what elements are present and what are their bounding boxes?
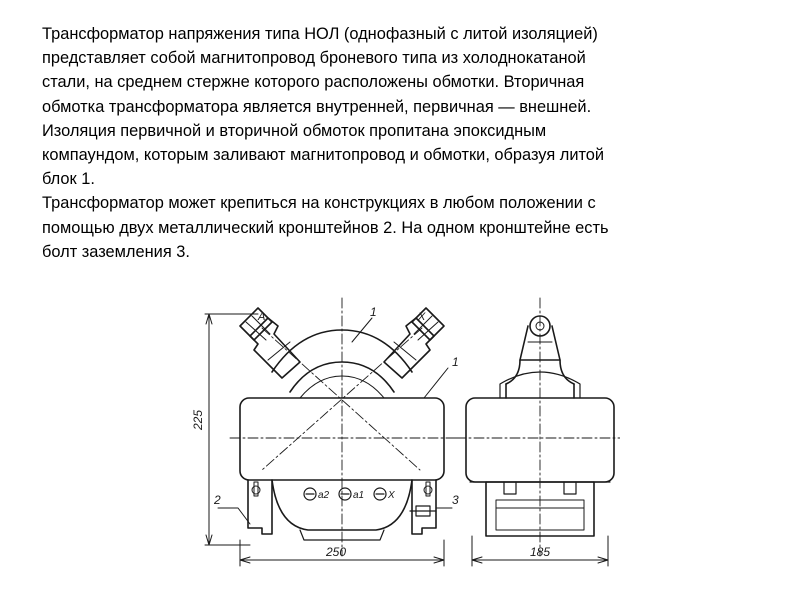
description-text bbox=[42, 22, 782, 264]
dimension-height-label: 225 bbox=[191, 409, 205, 430]
transformer-drawing bbox=[180, 296, 620, 591]
description-line: Трансформатор напряжения типа НОЛ (однофазный с литой изоляцией) bbox=[42, 25, 598, 43]
dimension-width-side-label: 185 bbox=[530, 545, 551, 559]
callout-2: 2 bbox=[214, 493, 221, 507]
description-line: стали, на среднем стержне которого расположены обмотки. Вторичная bbox=[42, 73, 585, 92]
dimension-height bbox=[205, 314, 258, 545]
description-line: обмотка трансформатора является внутренней, первичная — внешней. bbox=[42, 97, 592, 116]
terminal-x-bottom-label: X bbox=[388, 490, 395, 501]
dimension-width-front-label: 250 bbox=[326, 545, 347, 559]
terminal-a-label: A bbox=[258, 311, 266, 323]
front-view bbox=[191, 298, 459, 566]
terminal-a2-label: a2 bbox=[318, 490, 330, 501]
left-bracket bbox=[248, 480, 272, 534]
right-bushing bbox=[384, 308, 444, 378]
transformer-technical-drawing bbox=[180, 296, 620, 586]
left-bushing bbox=[240, 308, 300, 378]
side-view bbox=[456, 298, 620, 566]
secondary-terminals bbox=[304, 488, 386, 500]
description-line: помощью двух металлический кронштейнов 2. На одном кронштейне есть bbox=[42, 218, 609, 237]
description-line: болт заземления 3. bbox=[42, 242, 190, 261]
callout-1-right-leader bbox=[424, 368, 448, 398]
description-line: компаундом, которым заливают магнитопровод и обмотки, образуя литой bbox=[42, 146, 605, 165]
description-line: блок 1. bbox=[42, 170, 95, 189]
callout-1-right: 1 bbox=[452, 355, 459, 369]
description-line: представляет собой магнитопровод броневого типа из холоднокатаной bbox=[42, 49, 586, 68]
grounding-bolt bbox=[410, 506, 436, 516]
terminal-a1-label: a1 bbox=[353, 490, 365, 501]
description-line: Изоляция первичной и вторичной обмоток пропитана эпоксидным bbox=[42, 121, 547, 140]
callout-2-leader bbox=[218, 508, 250, 524]
callout-1-left-leader bbox=[352, 318, 372, 342]
callout-3: 3 bbox=[452, 493, 459, 507]
description-line: Трансформатор может крепиться на конструкциях в любом положении с bbox=[42, 194, 596, 213]
side-center-lines bbox=[456, 298, 620, 556]
terminal-x-top-label: X bbox=[418, 311, 426, 323]
callout-1-left: 1 bbox=[370, 305, 377, 319]
